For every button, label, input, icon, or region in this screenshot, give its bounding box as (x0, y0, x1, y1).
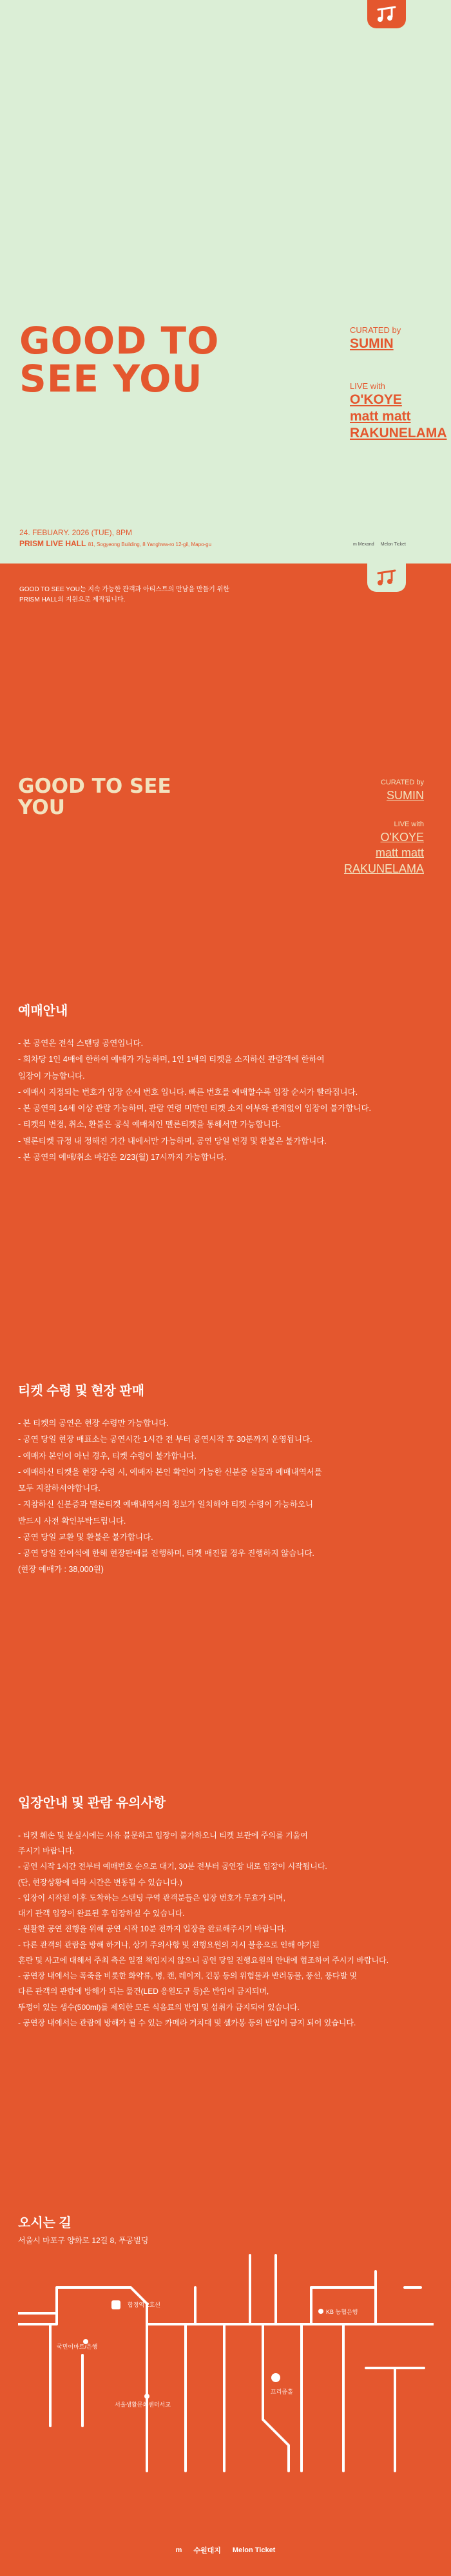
list-item: 모두 지참하셔야합니다. (18, 1484, 101, 1493)
list-item: - 공연 시작 1시간 전부터 예매번호 순으로 대기, 30분 전부터 공연장 내로 입장이 시작됩니다. (18, 1862, 327, 1871)
list-item: 입장이 가능합니다. (18, 1071, 85, 1081)
hero-lineup (350, 325, 447, 442)
brand-badge[interactable] (367, 564, 406, 592)
curator-name[interactable]: SUMIN (387, 788, 424, 802)
map-label-bank: 국민이마트/은행 (57, 2344, 98, 2350)
artist-name[interactable]: RAKUNELAMA (350, 426, 447, 441)
venue-name: PRISM LIVE HALL (19, 539, 86, 549)
caution-list (18, 1828, 437, 2031)
list-item: 대기 관객 입장이 완료된 후 입장하실 수 있습니다. (18, 1909, 185, 1918)
list-item: - 티켓 훼손 및 분실시에는 사유 불문하고 입장이 불가하오니 티켓 보관에 주의를 기울여 (18, 1831, 308, 1840)
poster-title: GOOD TO SEE YOU (18, 775, 171, 820)
footer-logo: 수원대지 (193, 2547, 221, 2555)
road (263, 2324, 289, 2471)
venue-address: 서울시 마포구 양화로 12길 8, 푸공빌딩 (18, 2236, 149, 2245)
hero-section (0, 0, 451, 564)
curated-label: CURATED by (380, 779, 424, 786)
list-item: - 다른 관객의 관람을 방해 하거나, 상기 주의사항 및 진행요원의 지시 불응으로 인해 야기된 (18, 1940, 320, 1949)
section-title-sales: 예매안내 (18, 1004, 68, 1018)
live-label: LIVE with (394, 820, 424, 829)
curator-name[interactable]: SUMIN (350, 336, 394, 352)
list-item: - 공연장 내에서는 관람에 방해가 될 수 있는 카메라 거치대 및 셀카봉 등의 반입이 금지 되어 있습니다. (18, 2018, 356, 2027)
event-date: 24. FEBUARY. 2026 (TUE), 8PM (19, 528, 132, 537)
road (311, 2287, 376, 2324)
artist-name[interactable]: RAKUNELAMA (343, 862, 424, 875)
map-label-hall: 프리즘홀 (271, 2389, 293, 2395)
list-item: - 예매시 지정되는 번호가 입장 순서 번호 입니다. 빠른 번호를 예매할수록 입장 순서가 빨라집니다. (18, 1087, 358, 1097)
list-item: 반드시 사전 확인부탁드립니다. (18, 1516, 126, 1526)
list-item: - 공연 당일 현장 매표소는 공연시간 1시간 전 부터 공연시작 후 30분까지 운영됩니다. (18, 1435, 312, 1444)
list-item: - 공연 당일 교환 및 환불은 불가합니다. (18, 1532, 153, 1542)
artist-name[interactable]: O'KOYE (350, 392, 402, 407)
music-note-icon (376, 568, 398, 587)
partner-logo: Melon Ticket (380, 542, 406, 547)
poi-marker (144, 2394, 149, 2399)
map-label-shop: 서울생활문화센터서교 (115, 2401, 171, 2408)
music-note-icon (376, 5, 398, 24)
list-item: - 원활한 공연 진행을 위해 공연 시작 10분 전까지 입장을 완료해주시기 바랍니다. (18, 1924, 287, 1934)
venue-address: 81, Sogyeong Building, 8 Yanghwa-ro 12-gil, Mapo-gu (88, 542, 212, 548)
footer-logos (0, 2545, 451, 2555)
artist-name[interactable]: matt matt (375, 846, 424, 860)
list-item: 혼란 및 사고에 대해서 주최 측은 일절 책임지지 않으니 공연 당일 진행요원의 안내에 협조하여 주시기 바랍니다. (18, 1955, 389, 1965)
intro-text (19, 585, 354, 605)
artist-name[interactable]: matt matt (350, 409, 411, 424)
section-title-caution: 입장안내 및 관람 유의사항 (18, 1796, 166, 1810)
list-item: - 본 공연의 14세 이상 관람 가능하며, 관람 연령 미만인 티켓 소지 여부와 관계없이 입장이 불가합니다. (18, 1104, 372, 1113)
artist-name[interactable]: O'KOYE (380, 830, 424, 844)
footer-logo: Melon Ticket (232, 2546, 276, 2554)
brand-badge[interactable] (367, 0, 406, 28)
list-item: - 본 공연의 예매/취소 마감은 2/23(월) 17시까지 가능합니다. (18, 1152, 227, 1162)
list-item: - 회차당 1인 4매에 한하여 예매가 가능하며, 1인 1매의 티켓을 소지하신 관람객에 한하여 (18, 1055, 325, 1065)
list-item: - 본 티켓의 공연은 현장 수령만 가능합니다. (18, 1419, 169, 1428)
road (18, 2287, 434, 2324)
intro-line: PRISM HALL의 지원으로 제작됩니다. (19, 596, 126, 603)
curated-label: CURATED by (350, 325, 401, 335)
footer-logo: m (175, 2546, 182, 2554)
list-item: - 공연장 내에서는 폭죽을 비롯한 화약류, 병, 캔, 레이저, 긴봉 등의 위험물과 반려동물, 풍선, 풍다발 및 (18, 1971, 358, 1981)
map-label-station: 합정역 2호선 (128, 2302, 160, 2308)
list-item: - 티켓의 변경, 취소, 환불은 공식 예매처인 멜론티켓을 통해서만 가능합니다. (18, 1120, 282, 1130)
partner-logos (353, 542, 406, 547)
list-item: (단, 현장상황에 따라 시간은 변동될 수 있습니다.) (18, 1877, 182, 1887)
list-item: 주시기 바랍니다. (18, 1846, 75, 1856)
subway-exit-marker (111, 2300, 120, 2309)
event-info (19, 527, 211, 550)
list-item: - 예매자 본인이 아닌 경우, 티켓 수령이 불가합니다. (18, 1451, 197, 1461)
list-item: - 공연 당일 잔여석에 한해 현장판매를 진행하며, 티켓 매진될 경우 진행하지 않습니다. (18, 1549, 314, 1558)
partner-logo: m Mexand (353, 542, 374, 547)
list-item: 뚜껑이 있는 생수(500ml)를 제외한 모든 식음료의 반입 및 섭취가 금지되어 있습니다. (18, 2002, 300, 2012)
list-item: - 본 공연은 전석 스탠딩 공연입니다. (18, 1039, 144, 1048)
list-item: - 지참하신 신분증과 멜론티켓 예매내역서의 정보가 일치해야 티켓 수령이 가능하오니 (18, 1500, 314, 1510)
list-item: - 멜론티켓 규정 내 정해진 기간 내에서만 가능하며, 공연 당일 변경 및 환불은 불가합니다. (18, 1136, 327, 1146)
list-item: - 입장이 시작된 이후 도착하는 스탠딩 구역 관객분들은 입장 번호가 무효가 되며, (18, 1893, 285, 1902)
map-label-cafe: KB 농협은행 (326, 2309, 358, 2315)
hall-marker (271, 2373, 280, 2382)
list-item: - 예매하신 티켓을 현장 수령 시, 예매자 본인 확인이 가능한 신분증 실물과 예매내역서를 (18, 1467, 322, 1477)
live-label: LIVE with (350, 381, 385, 391)
poster-lineup (344, 778, 424, 876)
hero-title: GOOD TO SEE YOU (19, 319, 220, 401)
ticket-list (18, 1416, 437, 1578)
poi-marker (318, 2309, 323, 2314)
location-map[interactable] (18, 2252, 434, 2481)
sales-list (18, 1036, 437, 1166)
section-title-ticket: 티켓 수령 및 현장 판매 (18, 1384, 145, 1398)
list-item: (현장 예매가 : 38,000원) (18, 1565, 104, 1575)
list-item: 다른 관객의 관람에 방해가 되는 물건(LED 응원도구 등)은 반입이 금지되며, (18, 1987, 269, 1996)
section-title-directions: 오시는 길 (18, 2216, 72, 2230)
intro-line: GOOD TO SEE YOU는 지속 가능한 관객과 아티스트의 만남을 만들기 위한 (19, 586, 229, 593)
